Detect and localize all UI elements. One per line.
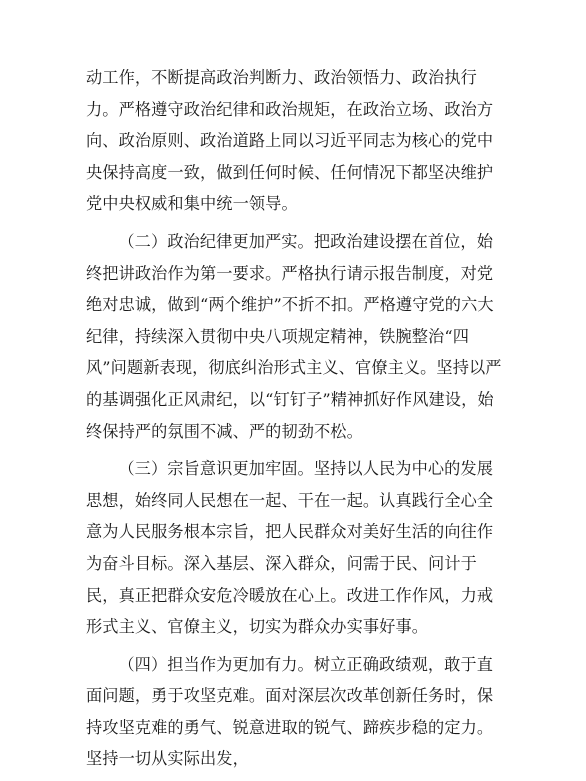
paragraph-continuation: 动工作，不断提高政治判断力、政治领悟力、政治执行力。严格遵守政治纪律和政治规矩，在政治立场、政治方向、政治原则、政治道路上同以习近平同志为核心的党中央保持高度一致，做到任何时候、任何情况下都坚决维护党中央权威和集中统一领导。	[86, 68, 494, 214]
document-body	[86, 62, 504, 781]
paragraph-political-discipline: （二）政治纪律更加严实。把政治建设摆在首位，始终把讲政治作为第一要求。严格执行请示报告制度，对党绝对忠诚，做到“两个维护”不折不扣。严格遵守党的六大纪律，持续深入贯彻中央八项规定精神，铁腕整治“四风”问题新表现，彻底纠治形式主义、官僚主义。坚持以严的基调强化正风肃纪，以“钉钉子”精神抓好作风建设，始终保持严的氛围不减、严的韧劲不松。	[86, 231, 502, 441]
paragraph-responsibility: （四）担当作为更加有力。树立正确政绩观，敢于直面问题，勇于攻坚克难。面对深层次改革创新任务时，保持攻坚克难的勇气、锐意进取的锐气、蹄疾步稳的定力。坚持一切从实际出发，	[86, 654, 494, 769]
paragraph-purpose-awareness: （三）宗旨意识更加牢固。坚持以人民为中心的发展思想，始终同人民想在一起、干在一起。认真践行全心全意为人民服务根本宗旨，把人民群众对美好生活的向往作为奋斗目标。深入基层、深入群众，问需于民、问计于民，真正把群众安危冷暖放在心上。改进工作作风，力戒形式主义、官僚主义，切实为群众办实事好事。	[86, 459, 494, 637]
